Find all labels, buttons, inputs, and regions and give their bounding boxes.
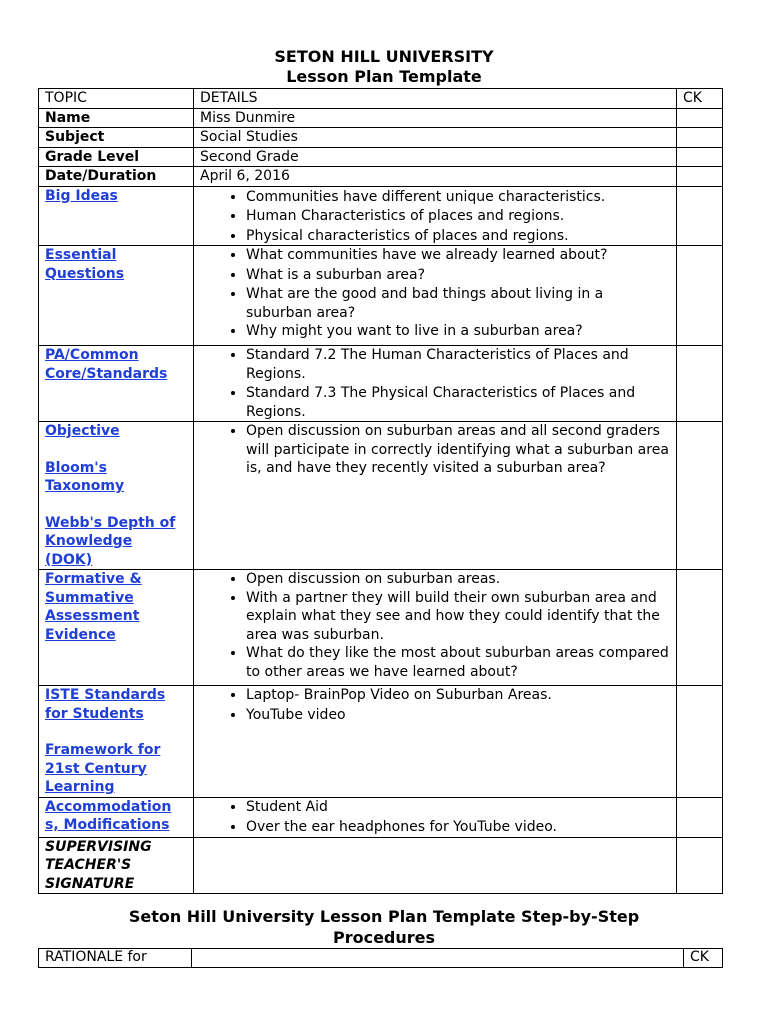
label-cell	[39, 797, 194, 837]
rationale-details	[192, 949, 684, 968]
ck-cell	[677, 108, 723, 128]
details-cell	[194, 186, 677, 246]
header-details: DETAILS	[194, 89, 677, 109]
header-topic: TOPIC	[39, 89, 194, 109]
list-item: • Standard 7.3 The Physical Characteristics of Places and Regions.	[246, 384, 670, 421]
ck-cell	[677, 797, 723, 837]
list-item: • Over the ear headphones for YouTube video.	[246, 818, 670, 837]
ck-cell	[677, 246, 723, 346]
ck-cell	[677, 837, 723, 894]
webbs-dok-link[interactable]	[45, 514, 187, 570]
iste-standards-link[interactable]	[45, 686, 187, 723]
list-item: • Communities have different unique characteristics.	[246, 188, 670, 207]
table-row-big-ideas	[39, 186, 723, 246]
list-item: • What do they like the most about suburban areas compared to other areas we have learned about?	[246, 644, 670, 681]
table-row-grade	[39, 147, 723, 167]
framework-21st-century-link[interactable]	[45, 741, 187, 797]
ck-cell	[677, 422, 723, 570]
blooms-taxonomy-link[interactable]	[45, 459, 187, 496]
link-line: (DOK)	[45, 551, 93, 568]
list-item: • With a partner they will build their own suburban area and explain what they see and how they could identify that the area was suburban.	[246, 589, 670, 645]
objective-list	[200, 422, 670, 478]
header-ck: CK	[684, 949, 723, 968]
table-row-name	[39, 108, 723, 128]
standards-link[interactable]	[45, 346, 187, 383]
link-line: Summative	[45, 589, 134, 606]
spacer	[45, 441, 187, 459]
list-item: • Open discussion on suburban areas.	[246, 570, 670, 589]
accommodations-list	[200, 798, 670, 837]
link-line: Essential	[45, 247, 117, 263]
lesson-plan-table	[38, 88, 723, 894]
details-cell	[194, 422, 677, 570]
details-cell	[194, 797, 677, 837]
table-row-objective	[39, 422, 723, 570]
table-header-row	[39, 89, 723, 109]
link-line: ISTE Standards	[45, 687, 166, 703]
table-header-row	[39, 949, 723, 968]
label-line: TEACHER'S	[45, 857, 132, 873]
essential-questions-list	[200, 246, 670, 341]
table-row-date	[39, 167, 723, 187]
list-item: • Standard 7.2 The Human Characteristics of Places and Regions.	[246, 346, 670, 383]
link-line: for Students	[45, 705, 144, 722]
link-line: s, Modifications	[45, 817, 170, 833]
link-line: Framework for	[45, 742, 161, 758]
value-grade: Second Grade	[194, 147, 677, 167]
big-ideas-link[interactable]: Big Ideas	[45, 187, 118, 204]
value-date: April 6, 2016	[194, 167, 677, 187]
assessment-evidence-link[interactable]	[45, 570, 187, 644]
list-item: • Laptop- BrainPop Video on Suburban Areas.	[246, 686, 670, 705]
table-row-iste	[39, 686, 723, 798]
value-name: Miss Dunmire	[194, 108, 677, 128]
document-title: SETON HILL UNIVERSITY	[274, 47, 494, 66]
details-cell	[194, 686, 677, 798]
label-cell	[39, 686, 194, 798]
details-cell	[194, 346, 677, 422]
list-item: • What communities have we already learned about?	[246, 246, 670, 265]
list-item: • What are the good and bad things about living in a suburban area?	[246, 285, 670, 322]
list-item: • Human Characteristics of places and regions.	[246, 207, 670, 226]
label-cell	[39, 346, 194, 422]
label-cell	[39, 246, 194, 346]
ck-cell	[677, 147, 723, 167]
details-cell	[194, 246, 677, 346]
link-line: Knowledge	[45, 533, 133, 549]
rationale-label: RATIONALE for	[39, 949, 192, 968]
iste-list	[200, 686, 670, 724]
link-line: Evidence	[45, 626, 116, 643]
list-item: • Physical characteristics of places and regions.	[246, 227, 670, 246]
table-row-signature	[39, 837, 723, 894]
document-subtitle: Lesson Plan Template	[286, 67, 482, 86]
table-row-assessment	[39, 570, 723, 686]
label-date: Date/Duration	[39, 167, 194, 187]
link-line: Accommodation	[45, 798, 172, 815]
link-line: Learning	[45, 779, 115, 795]
accommodations-link[interactable]	[45, 798, 187, 835]
ck-cell	[677, 128, 723, 148]
procedures-table	[38, 948, 723, 968]
link-line: Core/Standards	[45, 365, 168, 382]
label-grade: Grade Level	[39, 147, 194, 167]
list-item: • What is a suburban area?	[246, 266, 670, 285]
link-line: Formative &	[45, 571, 142, 587]
label-subject: Subject	[39, 128, 194, 148]
procedures-title: Seton Hill University Lesson Plan Template Step-by-Step	[128, 907, 640, 926]
ck-cell	[677, 570, 723, 686]
link-line: Webb's Depth of	[45, 514, 176, 531]
list-item: • Student Aid	[246, 798, 670, 817]
ck-cell	[677, 167, 723, 187]
link-line: PA/Common	[45, 347, 139, 363]
spacer	[45, 723, 187, 741]
label-cell	[39, 837, 194, 894]
label-cell	[39, 570, 194, 686]
objective-link[interactable]: Objective	[45, 423, 120, 439]
link-line: Taxonomy	[45, 478, 125, 494]
assessment-list	[200, 570, 670, 681]
value-subject: Social Studies	[194, 128, 677, 148]
standards-list	[200, 346, 670, 421]
ck-cell	[677, 686, 723, 798]
list-item: • Open discussion on suburban areas and all second graders will participate in correctly identifying what a suburban area is, and have they recently visited a suburban area?	[246, 422, 670, 478]
label-name: Name	[39, 108, 194, 128]
big-ideas-list	[200, 187, 670, 246]
label-line: SUPERVISING	[45, 838, 152, 855]
link-line: Questions	[45, 265, 125, 282]
list-item: • YouTube video	[246, 706, 670, 725]
link-line: Bloom's	[45, 459, 107, 476]
table-row-essential-questions	[39, 246, 723, 346]
essential-questions-link[interactable]	[45, 246, 187, 283]
label-line: SIGNATURE	[45, 875, 135, 892]
link-line: Assessment	[45, 608, 140, 624]
procedures-title-line2: Procedures	[332, 928, 436, 947]
table-row-standards	[39, 346, 723, 422]
ck-cell	[677, 346, 723, 422]
spacer	[45, 496, 187, 514]
table-row-accommodations	[39, 797, 723, 837]
list-item: • Why might you want to live in a suburban area?	[246, 322, 670, 341]
details-cell	[194, 570, 677, 686]
signature-label	[45, 838, 187, 894]
label-cell	[39, 186, 194, 246]
link-line: 21st Century	[45, 760, 147, 777]
table-row-subject	[39, 128, 723, 148]
header-ck: CK	[677, 89, 723, 109]
signature-field[interactable]	[194, 837, 677, 894]
label-cell	[39, 422, 194, 570]
ck-cell	[677, 186, 723, 246]
